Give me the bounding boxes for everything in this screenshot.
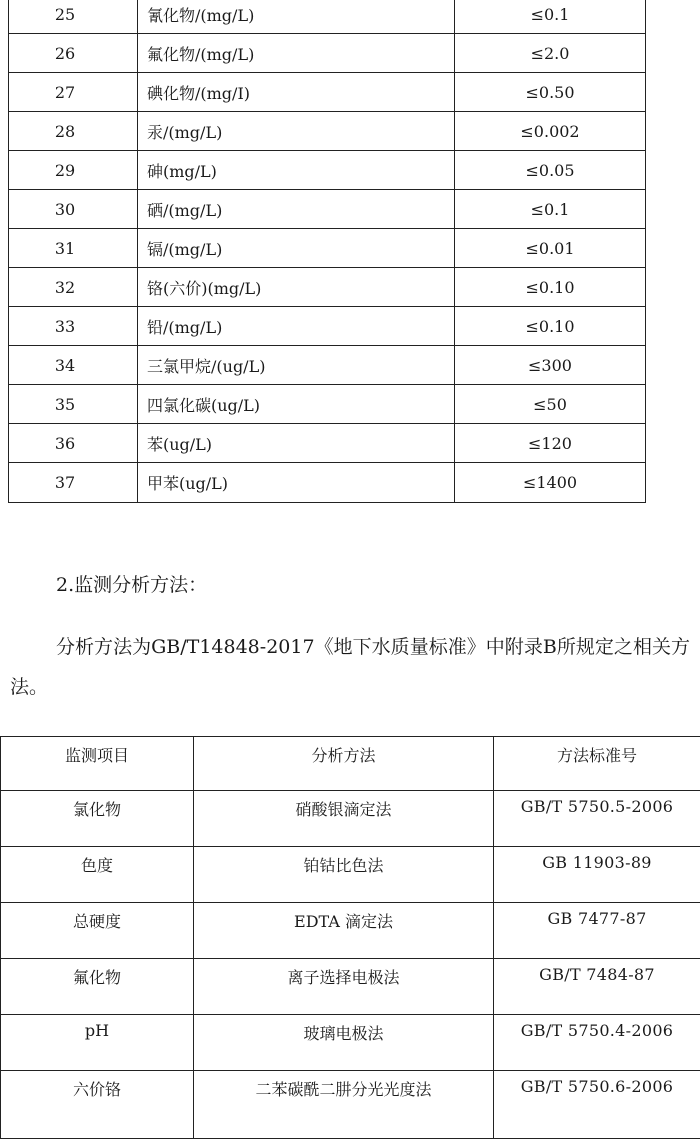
limit-value: ≤0.1: [455, 190, 646, 229]
standard-number: GB/T 5750.6-2006: [494, 1071, 700, 1139]
analysis-method: 离子选择电极法: [194, 959, 494, 1015]
indicator-name: 氰化物/(mg/L): [138, 0, 455, 34]
indicator-name: 镉/(mg/L): [138, 229, 455, 268]
table-row: [9, 424, 646, 463]
monitoring-item: 总硬度: [1, 903, 194, 959]
limit-value: ≤50: [455, 385, 646, 424]
limit-value: ≤2.0: [455, 34, 646, 73]
analysis-method: 二苯碳酰二肼分光光度法: [194, 1071, 494, 1139]
table-row: [9, 151, 646, 190]
indicator-name: 苯(ug/L): [138, 424, 455, 463]
standard-number: GB/T 5750.4-2006: [494, 1015, 700, 1071]
limit-value: ≤0.01: [455, 229, 646, 268]
table-row: [1, 1071, 700, 1139]
limit-value: ≤0.1: [455, 0, 646, 34]
table-row: [9, 73, 646, 112]
row-number: 36: [9, 424, 138, 463]
table-header-row: [1, 737, 700, 791]
monitoring-item: 六价铬: [1, 1071, 194, 1139]
row-number: 32: [9, 268, 138, 307]
table-row: [1, 847, 700, 903]
indicator-name: 碘化物/(mg/I): [138, 73, 455, 112]
table-row: [1, 959, 700, 1015]
standard-number: GB/T 7484-87: [494, 959, 700, 1015]
limit-value: ≤300: [455, 346, 646, 385]
limits-table: [8, 0, 646, 503]
table-row: [1, 791, 700, 847]
column-header-item: 监测项目: [1, 737, 194, 791]
monitoring-item: 氯化物: [1, 791, 194, 847]
row-number: 25: [9, 0, 138, 34]
methods-table: [0, 736, 700, 1139]
row-number: 26: [9, 34, 138, 73]
analysis-method: 铂钴比色法: [194, 847, 494, 903]
limit-value: ≤120: [455, 424, 646, 463]
analysis-method: 硝酸银滴定法: [194, 791, 494, 847]
table-row: [1, 903, 700, 959]
indicator-name: 甲苯(ug/L): [138, 463, 455, 503]
indicator-name: 铬(六价)(mg/L): [138, 268, 455, 307]
table-row: [9, 0, 646, 34]
monitoring-item: 氟化物: [1, 959, 194, 1015]
column-header-method: 分析方法: [194, 737, 494, 791]
table-row: [1, 1015, 700, 1071]
limit-value: ≤0.10: [455, 307, 646, 346]
table-row: [9, 346, 646, 385]
indicator-name: 硒/(mg/L): [138, 190, 455, 229]
row-number: 37: [9, 463, 138, 503]
section-paragraph: 分析方法为GB/T14848-2017《地下水质量标准》中附录B所规定之相关方法。: [10, 627, 690, 707]
table-row: [9, 34, 646, 73]
monitoring-item: pH: [1, 1015, 194, 1071]
monitoring-item: 色度: [1, 847, 194, 903]
limit-value: ≤0.05: [455, 151, 646, 190]
analysis-method: 玻璃电极法: [194, 1015, 494, 1071]
row-number: 29: [9, 151, 138, 190]
standard-number: GB 11903-89: [494, 847, 700, 903]
row-number: 35: [9, 385, 138, 424]
indicator-name: 铅/(mg/L): [138, 307, 455, 346]
table-row: [9, 229, 646, 268]
table-row: [9, 307, 646, 346]
indicator-name: 汞/(mg/L): [138, 112, 455, 151]
row-number: 30: [9, 190, 138, 229]
analysis-method: EDTA 滴定法: [194, 903, 494, 959]
table-row: [9, 190, 646, 229]
limit-value: ≤0.002: [455, 112, 646, 151]
row-number: 34: [9, 346, 138, 385]
row-number: 27: [9, 73, 138, 112]
limit-value: ≤1400: [455, 463, 646, 503]
indicator-name: 氟化物/(mg/L): [138, 34, 455, 73]
row-number: 28: [9, 112, 138, 151]
table-row: [9, 112, 646, 151]
limit-value: ≤0.10: [455, 268, 646, 307]
table-row: [9, 463, 646, 503]
indicator-name: 砷(mg/L): [138, 151, 455, 190]
indicator-name: 四氯化碳(ug/L): [138, 385, 455, 424]
table-row: [9, 385, 646, 424]
standard-number: GB 7477-87: [494, 903, 700, 959]
section-heading: 2.监测分析方法：: [56, 570, 207, 597]
indicator-name: 三氯甲烷/(ug/L): [138, 346, 455, 385]
row-number: 33: [9, 307, 138, 346]
column-header-standard: 方法标准号: [494, 737, 700, 791]
table-row: [9, 268, 646, 307]
row-number: 31: [9, 229, 138, 268]
standard-number: GB/T 5750.5-2006: [494, 791, 700, 847]
limit-value: ≤0.50: [455, 73, 646, 112]
